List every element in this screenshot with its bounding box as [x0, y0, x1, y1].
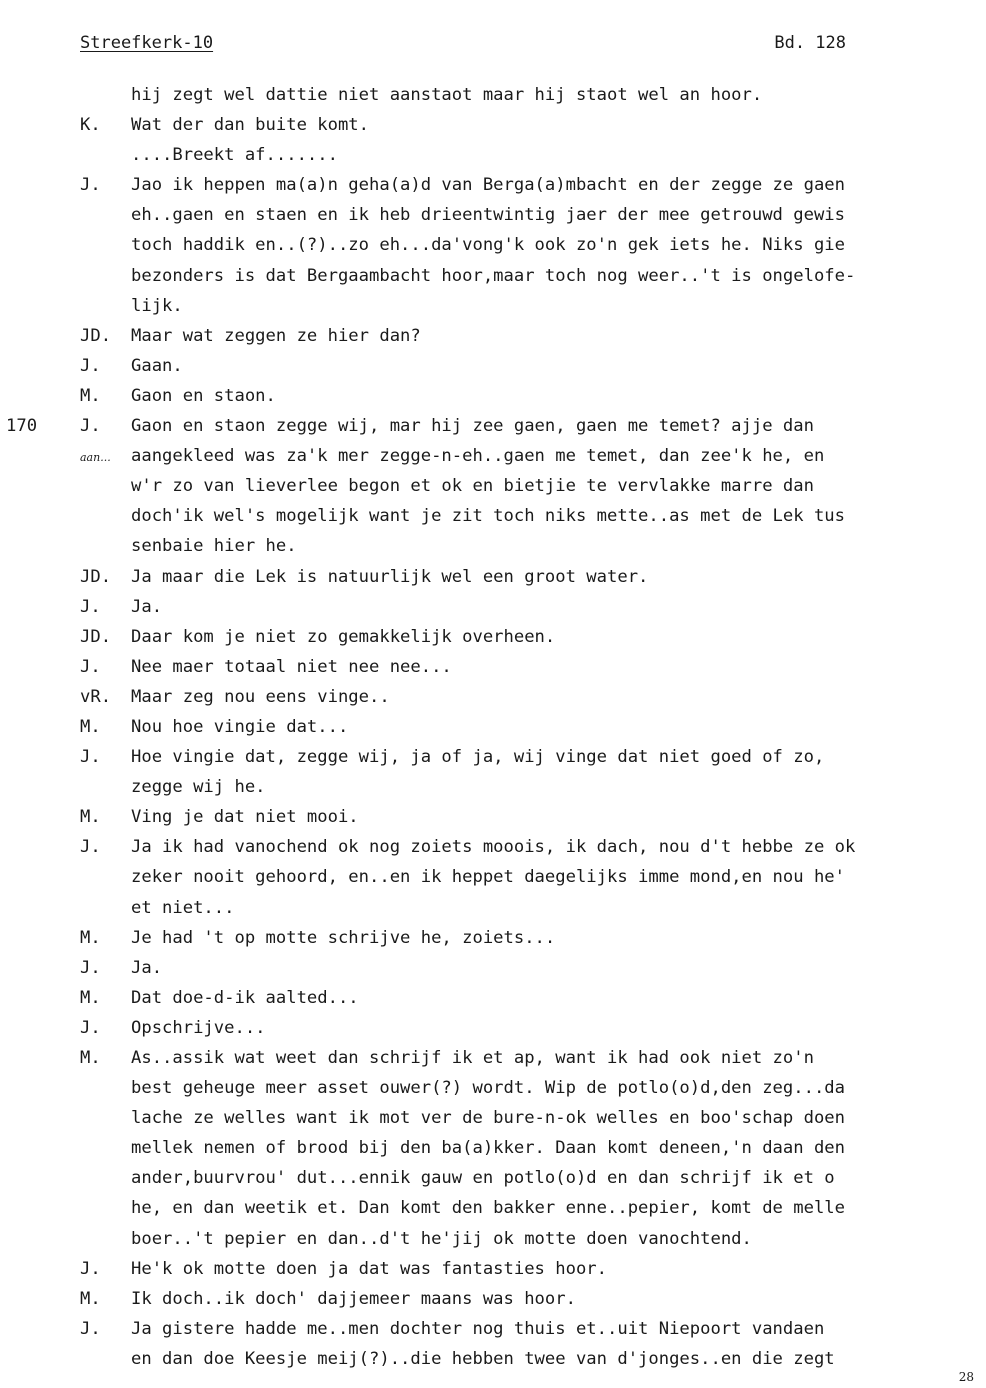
speaker-label: JD. — [80, 325, 112, 346]
speaker-label: J. — [80, 416, 101, 437]
speaker-label: J. — [80, 1017, 101, 1038]
transcript-line — [0, 351, 986, 381]
line-text: As..assik wat weet dan schrijf ik et ap, want ik had ook niet zo'n — [131, 1048, 814, 1068]
transcript-line — [0, 1133, 986, 1163]
transcript-line — [0, 291, 986, 321]
transcript-line — [0, 1103, 986, 1133]
line-text: zegge wij he. — [131, 777, 266, 798]
transcript-line — [0, 862, 986, 892]
transcript-line — [0, 1073, 986, 1103]
transcript-line — [0, 140, 986, 170]
transcript-line — [0, 80, 986, 110]
line-text: Gaan. — [131, 355, 183, 376]
speaker-label: J. — [80, 175, 101, 196]
handwritten-corner-mark: 28 — [958, 1370, 974, 1384]
transcript-body — [0, 80, 986, 1374]
transcript-line — [0, 200, 986, 230]
line-text: zeker nooit gehoord, en..en ik heppet daegelijks imme mond,en nou he' — [131, 867, 845, 888]
speaker-label: K. — [80, 115, 101, 136]
line-text: eh..gaen en staen en ik heb drieentwintig jaer der mee getrouwd gewis — [131, 205, 845, 226]
line-text: Nee maer totaal niet nee nee... — [131, 656, 452, 677]
transcript-line — [0, 1193, 986, 1223]
line-text: hij zegt wel dattie niet aanstaot maar hij staot wel an hoor. — [131, 85, 763, 105]
transcript-line — [0, 652, 986, 682]
speaker-label: M. — [80, 1288, 101, 1309]
transcript-line — [0, 1013, 986, 1043]
speaker-label: J. — [80, 656, 101, 677]
line-text: aangekleed was za'k mer zegge-n-eh..gaen me temet, dan zee'k he, en — [131, 446, 825, 467]
transcript-line — [0, 381, 986, 411]
speaker-label: J. — [80, 355, 101, 376]
handwritten-margin-note: aan... — [80, 451, 111, 465]
transcript-line — [0, 712, 986, 742]
transcript-line — [0, 411, 986, 441]
speaker-label: M. — [80, 1048, 101, 1068]
speaker-label: M. — [80, 927, 101, 948]
line-text: Dat doe-d-ik aalted... — [131, 987, 359, 1008]
transcript-line — [0, 110, 986, 140]
transcript-line — [0, 1314, 986, 1344]
transcript-line — [0, 1254, 986, 1284]
speaker-label: M. — [80, 807, 101, 828]
transcript-line — [0, 983, 986, 1013]
line-text: et niet... — [131, 897, 235, 918]
line-text: Gaon en staon zegge wij, mar hij zee gaen, gaen me temet? ajje dan — [131, 416, 814, 437]
line-text: doch'ik wel's mogelijk want je zit toch niks mette..as met de Lek tus — [131, 506, 845, 527]
line-text: Maar zeg nou eens vinge.. — [131, 686, 390, 707]
transcript-line — [0, 1163, 986, 1193]
transcript-line — [0, 1284, 986, 1314]
speaker-label: J. — [80, 957, 101, 978]
line-text: Je had 't op motte schrijve he, zoiets... — [131, 927, 556, 948]
transcript-line — [0, 1224, 986, 1254]
transcript-line — [0, 742, 986, 772]
line-text: Ja. — [131, 957, 163, 978]
speaker-label: J. — [80, 1258, 101, 1279]
line-text: Maar wat zeggen ze hier dan? — [131, 325, 421, 346]
line-number: 170 — [6, 416, 38, 437]
line-text: Nou hoe vingie dat... — [131, 716, 349, 737]
line-text: bezonders is dat Bergaambacht hoor,maar toch nog weer..'t is ongelofe- — [131, 265, 856, 286]
transcript-line — [0, 230, 986, 260]
line-text: ....Breekt af....... — [131, 145, 338, 166]
speaker-label: M. — [80, 385, 101, 406]
speaker-label: vR. — [80, 686, 112, 707]
line-text: Hoe vingie dat, zegge wij, ja of ja, wij vinge dat niet goed of zo, — [131, 747, 825, 768]
line-text: toch haddik en..(?)..zo eh...da'vong'k ook zo'n gek iets he. Niks gie — [131, 235, 845, 256]
transcript-line — [0, 802, 986, 832]
transcript-line — [0, 923, 986, 953]
transcript-line — [0, 531, 986, 561]
line-text: lache ze welles want ik mot ver de bure-n-ok welles en boo'schap doen — [131, 1108, 845, 1129]
transcript-line — [0, 682, 986, 712]
transcript-line — [0, 471, 986, 501]
speaker-label: M. — [80, 716, 101, 737]
transcript-line — [0, 893, 986, 923]
transcript-line — [0, 562, 986, 592]
transcript-line — [0, 832, 986, 862]
speaker-label: M. — [80, 987, 101, 1008]
speaker-label: J. — [80, 837, 101, 858]
speaker-label: J. — [80, 596, 101, 617]
line-text: Wat der dan buite komt. — [131, 115, 369, 136]
line-text: boer..'t pepier en dan..d't he'jij ok motte doen vanochtend. — [131, 1228, 752, 1249]
line-text: Ving je dat niet mooi. — [131, 807, 359, 828]
document-title: Streefkerk-10 — [80, 33, 214, 53]
line-text: senbaie hier he. — [131, 536, 297, 557]
transcript-line — [0, 1344, 986, 1374]
page-header — [80, 33, 846, 57]
line-text: mellek nemen of brood bij den ba(a)kker. Daan komt deneen,'n daan den — [131, 1138, 845, 1159]
speaker-label: J. — [80, 747, 101, 768]
line-text: ander,buurvrou' dut...ennik gauw en potlo(o)d en dan schrijf ik et o — [131, 1168, 835, 1189]
transcript-line — [0, 622, 986, 652]
line-text: w'r zo van lieverlee begon et ok en bietjie te vervlakke marre dan — [131, 476, 814, 497]
line-text: Ja. — [131, 596, 163, 617]
transcript-line — [0, 1043, 986, 1073]
line-text: Ik doch..ik doch' dajjemeer maans was hoor. — [131, 1288, 576, 1309]
transcript-line — [0, 261, 986, 291]
line-text: best geheuge meer asset ouwer(?) wordt. Wip de potlo(o)d,den zeg...da — [131, 1078, 845, 1099]
line-text: He'k ok motte doen ja dat was fantasties hoor. — [131, 1258, 607, 1279]
speaker-label: JD. — [80, 626, 112, 647]
transcript-line — [0, 501, 986, 531]
speaker-label: JD. — [80, 566, 112, 587]
line-text: en dan doe Keesje meij(?)..die hebben twee van d'jonges..en die zegt — [131, 1348, 835, 1369]
line-text: Ja gistere hadde me..men dochter nog thuis et..uit Niepoort vandaen — [131, 1318, 825, 1339]
transcript-line — [0, 772, 986, 802]
line-text: Ja ik had vanochend ok nog zoiets mooois, ik dach, nou d't hebbe ze ok — [131, 837, 856, 858]
transcript-line — [0, 321, 986, 351]
line-text: Opschrijve... — [131, 1017, 266, 1038]
volume-page-number: Bd. 128 — [774, 33, 846, 53]
transcript-line — [0, 441, 986, 471]
line-text: Daar kom je niet zo gemakkelijk overheen. — [131, 626, 556, 647]
transcript-line — [0, 170, 986, 200]
transcript-line — [0, 592, 986, 622]
speaker-label: J. — [80, 1318, 101, 1339]
line-text: Jao ik heppen ma(a)n geha(a)d van Berga(a)mbacht en der zegge ze gaen — [131, 175, 845, 196]
line-text: Gaon en staon. — [131, 385, 276, 406]
line-text: Ja maar die Lek is natuurlijk wel een groot water. — [131, 566, 649, 587]
line-text: lijk. — [131, 295, 183, 316]
transcript-line — [0, 953, 986, 983]
line-text: he, en dan weetik et. Dan komt den bakker enne..pepier, komt de melle — [131, 1198, 845, 1219]
